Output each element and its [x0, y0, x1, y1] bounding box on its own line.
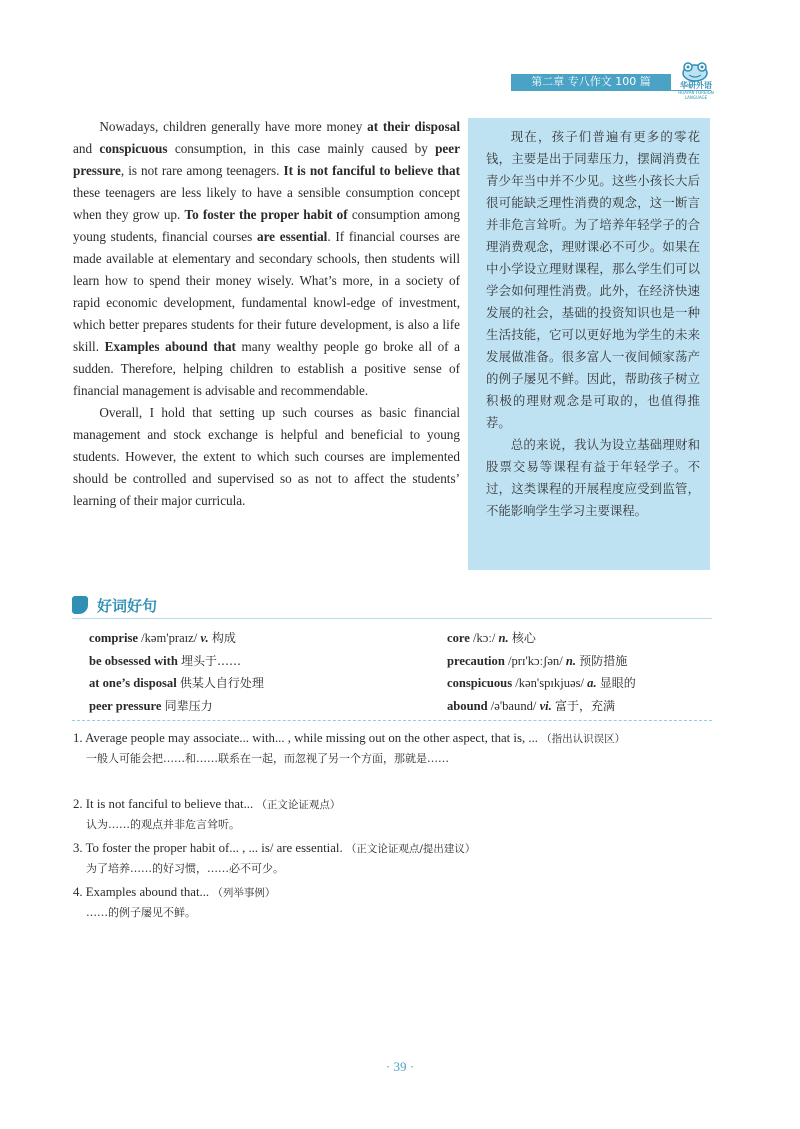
text-run: many wealthy people go broke all of a sudden. Therefore, helping children to establish a positive sense of financial management is advisable and recommendable.	[73, 339, 460, 398]
pattern-note: （正文论证观点）	[256, 799, 341, 811]
text-run: consumption among young students, financial courses	[73, 207, 460, 244]
vocab-word: core	[447, 631, 470, 645]
vocab-pos: a.	[587, 676, 597, 690]
vocab-cn: 埋头于……	[181, 653, 242, 668]
vocab-pos: n.	[565, 653, 577, 668]
vocab-word: be obsessed with	[89, 653, 178, 668]
text-run: consumption, in this case mainly caused by	[167, 141, 436, 156]
translation-paragraph-2: 总的来说，我认为设立基础理财和股票交易等课程有益于年轻学子。不过，这类课程的开展程度应受到监管，不能影响学生学习主要课程。	[486, 437, 700, 518]
vocab-word: precaution	[447, 653, 505, 668]
pattern-translation: 为了培养……的好习惯，……必不可少。	[86, 862, 284, 875]
key-phrase: are essential	[256, 229, 328, 244]
vocab-cn: 预防措施	[579, 653, 628, 668]
vocab-item	[89, 672, 264, 694]
key-phrase: To foster the proper habit of	[184, 207, 348, 222]
logo-subtext: HUAYAN FOREIGN LANGUAGE	[678, 90, 714, 100]
vocab-item	[447, 695, 615, 717]
text-run: . If financial courses are made available at elementary and secondary schools, then students will learn how to spend their money wisely. What’s more, in a society of rapid economic development, fundamental knowl-edge of investment, which better prepares students for their future development, is also a life skill.	[73, 229, 461, 354]
pattern-english	[73, 794, 713, 815]
text-run: and	[73, 141, 100, 156]
vocab-cn: 显眼的	[599, 676, 636, 690]
key-phrase: conspicuous	[99, 141, 168, 156]
vocab-phon: /ə'baund/	[490, 698, 537, 713]
translation-paragraph-1: 现在，孩子们普遍有更多的零花钱，主要是出于同辈压力，摆阔消费在青少年当中并不少见。这些小孩长大后很可能缺乏理性消费的观念，这一断言并非危言耸听。为了培养年轻学子的合理消费观念，理财课必不可少。如果在中小学设立理财课程，那么学生们可以学会如何理性消费。此外，在经济快速发展的社会，基础的投资知识也是一种生活技能，它可以更好地为学生的未来发展做准备。很多富人一夜间倾家荡产的例子屡见不鲜。因此，帮助孩子树立积极的理财观念是可取的，也值得推荐。	[486, 129, 700, 430]
vocab-word: peer pressure	[89, 698, 162, 713]
pattern-translation: 认为……的观点并非危言耸听。	[86, 818, 240, 831]
vocab-phon: /prɪ'kɔːʃən/	[508, 653, 563, 668]
vocab-pos: vi.	[539, 698, 552, 713]
sentence-pattern	[73, 728, 713, 769]
vocab-phon: /kən'spɪkjuəs/	[515, 676, 584, 690]
pattern-text: 4. Examples abound that...	[73, 885, 213, 899]
pattern-english	[73, 838, 713, 859]
essay-translation-box	[468, 118, 710, 570]
chapter-header: 第二章 专八作文 100 篇	[511, 74, 671, 90]
pattern-english	[73, 882, 713, 903]
vocab-pos: n.	[498, 631, 509, 645]
dashed-divider	[72, 720, 712, 721]
essay-paragraph-1	[73, 116, 460, 402]
vocab-phon: /kəm'praɪz/	[141, 631, 198, 645]
vocab-cn: 核心	[511, 631, 536, 645]
logo-text: 华研外语	[680, 81, 712, 90]
text-run: these teenagers are less likely to have a sensible consumption concept when they grow up.	[73, 185, 460, 222]
vocab-word: at one’s disposal	[89, 676, 177, 690]
vocab-word: abound	[447, 698, 488, 713]
key-phrase: It is not fanciful to believe that	[283, 163, 460, 178]
vocab-cn: 富于，充满	[554, 698, 615, 713]
vocab-item	[447, 627, 536, 649]
sentence-pattern	[73, 882, 713, 923]
pattern-text: 3. To foster the proper habit of... , ... is/ are essential.	[73, 841, 346, 855]
section-title: 好词好句	[97, 597, 158, 615]
vocab-word: conspicuous	[447, 676, 513, 690]
vocab-cn: 构成	[211, 631, 236, 645]
sentence-pattern	[73, 838, 713, 879]
vocab-phon: /kɔː/	[473, 631, 496, 645]
section-rule	[72, 618, 712, 619]
vocab-item	[447, 650, 627, 672]
key-phrase: at their disposal	[367, 119, 460, 134]
sentence-pattern	[73, 794, 713, 835]
pattern-note: （指出认识误区）	[541, 733, 626, 745]
essay-english	[73, 116, 460, 512]
vocab-item	[89, 650, 241, 672]
pattern-text: 1. Average people may associate... with... , while missing out on the other aspect, that is, ...	[73, 731, 542, 745]
essay-paragraph-2: Overall, I hold that setting up such courses as basic financial management and stock exchange is helpful and beneficial to young students. However, the extent to which such courses are implemented should be controlled and supervised so as not to affect the students’ learning of their major curricula.	[73, 405, 460, 508]
vocab-cn: 同辈压力	[164, 698, 213, 713]
text-run: Nowadays, children generally have more money	[99, 119, 368, 134]
page-number: · 39 ·	[385, 1059, 415, 1074]
text-run: , is not rare among teenagers.	[120, 163, 284, 178]
vocab-item	[447, 672, 636, 694]
vocab-cn: 供某人自行处理	[179, 676, 264, 690]
vocab-pos: v.	[200, 631, 209, 645]
pattern-translation: ……的例子屡见不鲜。	[86, 906, 196, 919]
key-phrase: Examples abound that	[104, 339, 236, 354]
pattern-translation: 一般人可能会把……和……联系在一起，而忽视了另一个方面，那就是……	[86, 752, 449, 765]
pattern-note: （正文论证观点/提出建议）	[345, 843, 476, 855]
pattern-note: （列举事例）	[212, 887, 276, 899]
vocab-item	[89, 627, 236, 649]
pattern-english	[73, 728, 713, 749]
key-phrase: peer pressure	[73, 141, 460, 178]
section-bookmark-icon	[72, 596, 88, 614]
pattern-text: 2. It is not fanciful to believe that...	[73, 797, 257, 811]
vocab-word: comprise	[89, 631, 138, 645]
vocab-item	[89, 695, 213, 717]
